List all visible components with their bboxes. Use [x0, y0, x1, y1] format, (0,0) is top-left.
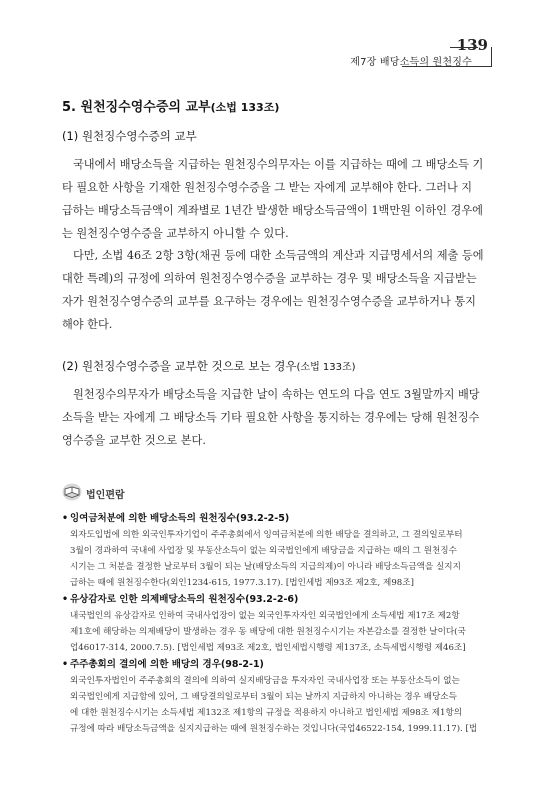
reference-line: 외자도입법에 의한 외국인투자기업이 주주총회에서 잉여금처분에 의한 배당을 결의하고, 그 결의일로부터: [70, 530, 463, 540]
reference-item-title: [62, 592, 502, 608]
bullet-icon: •: [62, 659, 69, 670]
paragraph-line: 자가 원천징수영수증의 교부를 요구하는 경우에는 원천징수영수증을 교부하거나 통지: [62, 295, 476, 308]
paragraph-line: 국내에서 배당소득을 지급하는 원천징수의무자는 이를 지급하는 때에 그 배당소득 기: [73, 158, 484, 171]
paragraph-line: 는 원천징수영수증을 교부하지 아니할 수 있다.: [62, 227, 289, 240]
section-title-text: 5. 원천징수영수증의 교부: [62, 100, 211, 115]
reference-item-body: [62, 527, 502, 591]
page-header: [0, 0, 550, 70]
subsection-law-ref: (소법 133조): [296, 362, 356, 373]
reference-item-title: [62, 511, 502, 527]
header-underline: [402, 66, 492, 67]
paragraph-line: 해야 한다.: [62, 318, 113, 331]
reference-line: 업46017-314, 2000.7.5). [법인세법 제93조 제2호, 법인세법시행령 제137조, 소득세법시행령 제46조]: [70, 643, 466, 653]
reference-item: [62, 511, 502, 591]
subsection-heading-2-text: (2) 원천징수영수증을 교부한 것으로 보는 경우: [62, 359, 297, 373]
reference-line: 에 대한 원천징수시기는 소득세법 제132조 제1항의 규정을 적용하지 아니하고 법인세법 제98조 제1항의: [70, 708, 463, 718]
header-rule: [450, 47, 478, 48]
paragraph-line: 소득을 받는 자에게 그 배당소득 기타 필요한 사항을 통지하는 경우에는 당해 원천징수: [62, 411, 480, 424]
chapter-title: 제7장 배당소득의 원천징수: [350, 57, 472, 68]
reference-title-text: 유상감자로 인한 의제배당소득의 원천징수(93.2-2-6): [70, 594, 299, 605]
book-icon: [62, 483, 82, 501]
reference-line: 규정에 따라 배당소득금액을 실지지급하는 때에 원천징수하는 것입니다(국업46522-154, 1999.11.17). [법: [70, 724, 478, 734]
reference-line: 급하는 때에 원천징수한다(외인1234-615, 1977.3.17). [법인세법 제93조 제2호, 제98조]: [70, 578, 414, 588]
bullet-icon: •: [62, 594, 69, 605]
header-rule-vertical: [491, 47, 492, 67]
paragraph-line: 원천징수의무자가 배당소득을 지급한 날이 속하는 연도의 다음 연도 3월말까지 배당: [73, 388, 480, 401]
reference-line: 내국법인의 유상감자로 인하여 국내사업장이 없는 외국인투자자인 외국법인에게 소득세법 제17조 제2항: [70, 611, 460, 621]
reference-item-body: [62, 608, 502, 656]
section-title: [62, 96, 279, 115]
reference-title-text: 주주총회의 결의에 의한 배당의 경우(98-2-1): [70, 659, 264, 670]
reference-title-text: 잉여금처분에 의한 배당소득의 원천징수(93.2-2-5): [70, 513, 290, 524]
paragraph-3: [62, 383, 498, 452]
page-number: 139: [456, 36, 488, 54]
reference-line: 시기는 그 처분을 결정한 날로부터 3월이 되는 날(배당소득의 지급의제)이 아니라 배당소득금액을 실지지: [70, 562, 461, 572]
paragraph-line: 타 필요한 사항을 기재한 원천징수영수증을 그 받는 자에게 교부해야 한다. 그러나 지: [62, 181, 473, 194]
reference-item-title: [62, 657, 502, 673]
paragraph-2: [62, 244, 498, 336]
reference-header: [62, 483, 182, 503]
subsection-heading-2: [62, 358, 356, 374]
subsection-heading-1: (1) 원천징수영수증의 교부: [62, 129, 197, 143]
bullet-icon: •: [62, 513, 69, 524]
paragraph-line: 영수증을 교부한 것으로 본다.: [62, 434, 206, 447]
reference-label: 법인편람: [86, 490, 125, 501]
reference-line: 3월이 경과하여 국내에 사업장 및 부동산소득이 없는 외국법인에게 배당금을 지급하는 때의 그 원천징수: [70, 546, 457, 556]
reference-item-body: [62, 673, 502, 737]
reference-item: [62, 592, 502, 656]
paragraph-line: 다만, 소법 46조 2항 3항(채권 등에 대한 소득금액의 계산과 지급명세서의 제출 등에: [73, 249, 484, 262]
section-law-ref: (소법 133조): [210, 101, 280, 114]
paragraph-1: [62, 153, 498, 245]
reference-item: [62, 657, 502, 737]
paragraph-line: 급하는 배당소득금액이 계좌별로 1년간 발생한 배당소득금액이 1백만원 이하인 경우에: [62, 204, 483, 217]
paragraph-line: 대한 특례)의 규정에 의하여 원천징수영수증을 교부하는 경우 및 배당소득을 지급받는: [62, 272, 477, 285]
reference-line: 외국법인에게 지급함에 있어, 그 배당결의일로부터 3월이 되는 날까지 지급하지 아니하는 경우 배당소득: [70, 692, 457, 702]
reference-line: 외국인투자법인이 주주총회의 결의에 의하여 실지배당금을 투자자인 국내사업장 또는 부동산소득이 없는: [70, 676, 460, 686]
reference-line: 제1호에 해당하는 의제배당이 발생하는 경우 동 배당에 대한 원천징수시기는 자본감소를 결정한 날이다(국: [70, 627, 466, 637]
